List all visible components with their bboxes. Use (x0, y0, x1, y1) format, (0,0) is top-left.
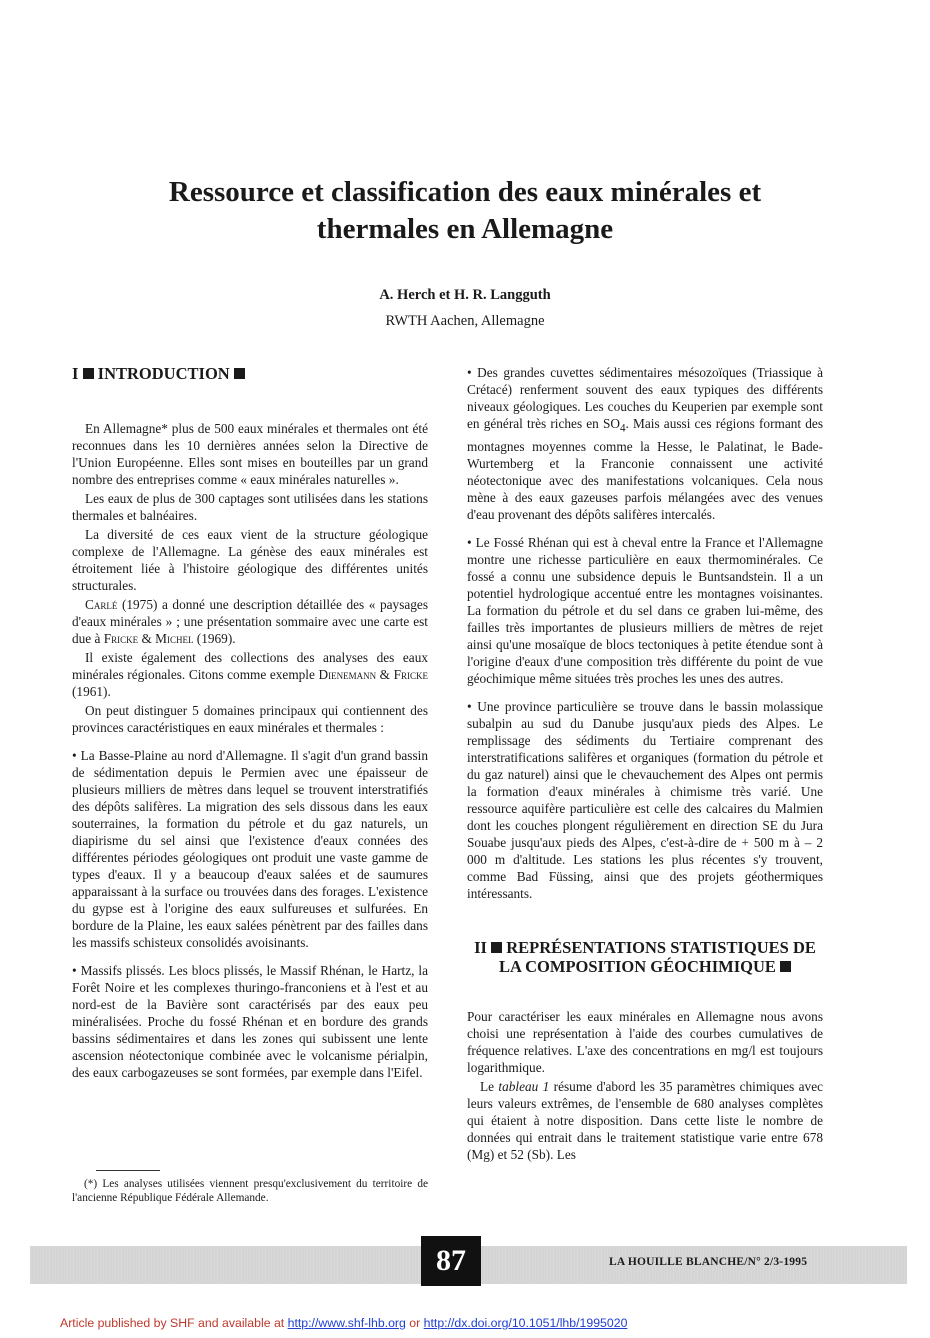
section-1-number: I (72, 364, 79, 383)
intro-paragraph-2: Les eaux de plus de 300 captages sont utilisées dans les stations thermales et balnéaires. (72, 491, 428, 523)
paragraph-text: résume d'abord les 35 paramètres chimiques avec leurs valeurs extrêmes, de l'ensemble de 680 analyses complètes qui étaient à notre disposition. Dans cette liste le nombre de données qui entrait dans le traitement statistique varie entre 678 (Mg) et 52 (Sb). Les (467, 1078, 824, 1162)
bullet-cuvettes (467, 364, 823, 523)
title-line-1: Ressource et classification des eaux minérales et (168, 176, 762, 208)
intro-paragraph-5 (72, 649, 428, 700)
section-1-title: INTRODUCTION (97, 364, 230, 383)
square-bullet-icon (83, 368, 94, 379)
title-line-2: thermales en Allemagne (316, 213, 614, 245)
intro-paragraph-6: On peut distinguer 5 domaines principaux qui contiennent des provinces caractéristiques en eaux minérales et thermales : (72, 703, 428, 735)
publication-note (60, 1316, 627, 1330)
article-title (60, 174, 870, 248)
bullet-bassin-molassique: • Une province particulière se trouve dans le bassin molassique subalpin au sud du Danube jusqu'aux pieds des Alpes. Le remplissage des sédiments du Tertiaire comprenant des interstratifications salifères et organiques (formation du pétrole et du gaz naturel) ainsi que le chevauchement des Alpes ont permis la formation d'eaux minérales à chimisme très varié. Une ressource aquifère particulière est celle des calcaires du Malmien dont les couches plongent régulièrement en direction SE du Jura Souabe jusqu'aux pieds des Alpes, c'est-à-dire de + 500 m à – 2 000 m d'altitude. Les stations les plus récentes s'y trouvent, comme Bad Füssing, ainsi que des projets géothermiques intéressants. (467, 698, 823, 901)
section-2-heading (467, 938, 823, 976)
subscript: 4 (620, 422, 626, 435)
shf-link[interactable]: http://www.shf-lhb.org (287, 1316, 406, 1330)
citation-fricke-michel: Fricke & Michel (103, 631, 194, 646)
intro-paragraph-4 (72, 596, 428, 647)
paragraph-text: • Des grandes cuvettes sédimentaires mésozoïques (Triassique à Crétacé) renferment souvent des eaux typiques des différents niveaux géologiques. Les couches du Keuperien par exemple sont en général très riches en SO (467, 365, 823, 431)
affiliation: RWTH Aachen, Allemagne (385, 313, 545, 329)
section-2-paragraph-2 (467, 1078, 823, 1163)
intro-paragraph-3: La diversité de ces eaux vient de la structure géologique complexe de l'Allemagne. La génèse des eaux minérales est étroitement liée à l'histoire géologique des différentes unités structurales. (72, 527, 428, 593)
square-bullet-icon (491, 942, 502, 953)
section-1-heading (72, 364, 428, 384)
section-2-title-line-1: REPRÉSENTATIONS STATISTIQUES DE (506, 937, 816, 957)
bullet-basse-plaine: • La Basse-Plaine au nord d'Allemagne. Il s'agit d'un grand bassin de sédimentation depuis le Permien avec une épaisseur de plusieurs milliers de mètres dans lequel se trouvent interstratifiés des dépôts salifères. La migration des sels dissous dans les eaux souterraines, la formation du pétrole et du gaz naturels, un diapirisme du sel ainsi que l'existence d'eaux connées des différentes périodes géologiques ont produit une vaste gamme de types d'eaux. Il y a beaucoup d'eaux salées et de saumures apparaissant à la surface ou trouvées dans des forages. L'existence du gypse est à l'origine des eaux sulfureuses et sulfurées. En bordure de la Plaine, les eaux salées pénètrent par des failles dans les massifs schisteux consolidés avoisinants. (72, 748, 428, 950)
bullet-massifs-plisses: • Massifs plissés. Les blocs plissés, le Massif Rhénan, le Hartz, la Forêt Noire et les complexes thuringo-franconiens et à l'est et au nord-est de la Bavière sont caractérisés par des eaux peu minéralisées. Proche du fossé Rhénan et en bordure des grands bassins sédimentaires et dans les zones qui subissent une lente ascension néotectonique combinée avec le volcanisme périalpin, des eaux carbogazeuses se sont formées, par exemple dans l'Eifel. (72, 963, 428, 1080)
paragraph-text: Il existe également des collections des analyses des eaux minérales régionales. Citons comme exemple (72, 650, 428, 682)
intro-paragraph-1: En Allemagne* plus de 500 eaux minérales et thermales ont été reconnues dans les 10 dernières années selon la Directive de l'Union Européenne. Elles sont mises en bouteilles par un grand nombre des entreprises comme « eaux minérales naturelles ». (72, 421, 428, 487)
paragraph-text: . Mais aussi ces régions formant des montagnes moyennes comme la Hesse, le Palatinat, le Bade-Wurtemberg et la Franconie connaissent une activité néotectonique avec des manifestations volcaniques. Cela nous mène à des eaux gazeuses parfois mélangées avec des venues d'eau provenant des dépôts salifères intercalés. (467, 416, 823, 522)
citation-dienemann-fricke: Dienemann & Fricke (318, 667, 429, 682)
citation-carle: Carlé (85, 597, 118, 612)
footnote-divider (96, 1170, 160, 1171)
section-2-title-line-2: LA COMPOSITION GÉOCHIMIQUE (499, 956, 776, 976)
note-text: or (405, 1316, 424, 1330)
paragraph-text: (1975) a donné une description détaillée des « paysages d'eaux minérales » ; une présentation sommaire avec une carte est due à (72, 597, 428, 646)
section-2-number: II (474, 937, 487, 957)
right-column (467, 364, 823, 1165)
table-reference: tableau 1 (498, 1078, 550, 1094)
bullet-fosse-rhenan: • Le Fossé Rhénan qui est à cheval entre la France et l'Allemagne montre une richesse particulière en eaux thermominérales. Ce fossé a connu une subsidence depuis le Buntsandstein. Il a un potentiel hydrologique accentué entre les montagnes voisinantes. La formation du pétrole et du sel dans ce graben lui-même, des failles très importantes de plusieurs milliers de mètres de rejet ainsi qu'une mosaïque de blocs tectoniques à petite étendue sont à l'origine d'eaux d'une composition très différente du point de vue géochimique même situées très proches les unes des autres. (467, 534, 823, 686)
doi-link[interactable]: http://dx.doi.org/10.1051/lhb/1995020 (423, 1316, 628, 1330)
journal-name: LA HOUILLE BLANCHE/N° 2/3-1995 (609, 1256, 808, 1268)
paragraph-text: (1969). (193, 631, 236, 646)
square-bullet-icon (234, 368, 245, 379)
note-text: Article published by SHF and available at (60, 1316, 288, 1330)
authors: A. Herch et H. R. Langguth (379, 287, 551, 303)
footnote: (*) Les analyses utilisées viennent presqu'exclusivement du territoire de l'ancienne République Fédérale Allemande. (72, 1178, 428, 1204)
section-2-paragraph-1: Pour caractériser les eaux minérales en Allemagne nous avons choisi une représentation à l'aide des courbes cumulatives de fréquence relatives. L'axe des concentrations en mg/l est toujours logarithmique. (467, 1008, 823, 1075)
page-number: 87 (421, 1236, 481, 1286)
paragraph-text: Le (480, 1078, 499, 1094)
square-bullet-icon (780, 961, 791, 972)
left-column (72, 364, 428, 1092)
paragraph-text: (1961). (72, 684, 111, 699)
